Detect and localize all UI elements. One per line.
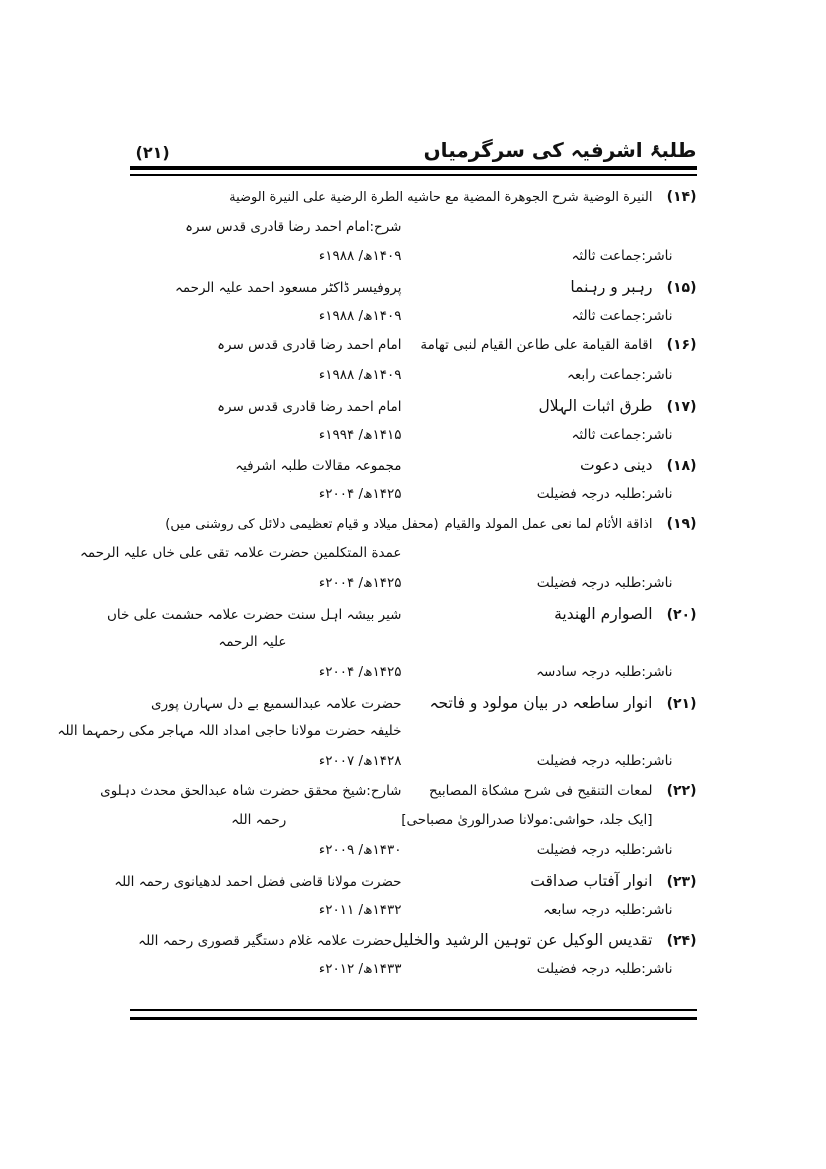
page-number: (۲۱) — [135, 143, 170, 162]
entry-number: (۱۷) — [666, 398, 697, 415]
entry-title: رہبر و رہنما — [570, 278, 653, 297]
entry-number: (۲۳) — [666, 873, 697, 890]
entry-author: حضرت مولانا قاضی فضل احمد لدھیانوی رحمہ اللہ — [114, 873, 402, 890]
entry-title: دینی دعوت — [580, 456, 653, 475]
entry-publisher-row — [130, 486, 697, 516]
entry-author: حضرت علامہ غلام دستگیر قصوری رحمہ اللہ — [138, 933, 393, 950]
entry-14 — [130, 189, 697, 278]
entry-author-line2: رحمہ اللہ — [231, 812, 287, 829]
entry-year: ۱۴۰۹ھ/ ۱۹۸۸ء — [318, 307, 402, 324]
entry-title-line2: [ایک جلد، حواشی:مولانا صدرالوریٰ مصباحی] — [401, 812, 653, 829]
entry-title-row — [106, 604, 697, 635]
entry-18 — [130, 456, 697, 515]
entry-publisher: ناشر:جماعت رابعہ — [567, 367, 673, 384]
entry-year: ۱۴۱۵ھ/ ۱۹۹۴ء — [318, 426, 402, 443]
entry-subtitle-row — [130, 812, 697, 842]
entry-title: اقامة القيامة على طاعن القيام لنبی تهامة — [420, 337, 653, 354]
entry-24 — [130, 931, 697, 990]
entry-author: شرح:امام احمد رضا قادری قدس سرہ — [185, 218, 402, 235]
entry-title: انوار آفتاب صداقت — [530, 871, 653, 890]
entry-title-row — [130, 694, 697, 724]
entry-21 — [57, 693, 697, 783]
entry-publisher: ناشر:جماعت ثالثہ — [571, 426, 673, 443]
entry-publisher: ناشر:طلبہ درجہ فضیلت — [536, 485, 673, 502]
entry-title: لمعات التنقیح فی شرح مشكاة المصابیح — [429, 782, 653, 799]
entry-title-row — [114, 871, 697, 902]
entry-number: (۲۰) — [666, 606, 697, 623]
entry-publisher: ناشر:جماعت ثالثہ — [571, 248, 673, 265]
entry-number: (۱۸) — [666, 458, 697, 475]
entry-author: امام احمد رضا قادری قدس سرہ — [217, 398, 402, 415]
entry-number: (۱۵) — [666, 280, 697, 297]
entry-publisher-row — [130, 308, 697, 338]
entry-number: (۱۴) — [666, 189, 697, 205]
entry-publisher-row — [130, 367, 697, 397]
entry-author-line2: خلیفہ حضرت مولانا حاجی امداد اللہ مہاجر مکی رحمہما اللہ — [57, 723, 402, 740]
entry-author: عمدة المتکلمین حضرت علامہ تقی علی خاں علیہ الرحمہ — [79, 545, 402, 562]
entry-title-row — [130, 516, 697, 546]
entry-publisher-row — [130, 753, 697, 783]
page-title: طلبۂ اشرفیہ کی سرگرمیاں — [423, 138, 697, 162]
entry-publisher-row — [130, 902, 697, 932]
entry-number: (۲۴) — [666, 933, 697, 950]
entry-15 — [130, 278, 697, 337]
entry-number: (۱۶) — [666, 337, 697, 354]
entry-author: شارح:شیخ محقق حضرت شاہ عبدالحق محدث دہلوی — [100, 782, 402, 799]
header-rule — [130, 166, 697, 176]
entry-22 — [100, 782, 697, 872]
entry-year: ۱۴۲۵ھ/ ۲۰۰۴ء — [318, 664, 402, 680]
entry-year: ۱۴۰۹ھ/ ۱۹۸۸ء — [318, 367, 402, 384]
entry-number: (۱۹) — [666, 515, 697, 532]
entry-title-row — [130, 337, 697, 367]
entry-publisher: ناشر:طلبہ درجہ فضیلت — [536, 574, 673, 591]
entry-year: ۱۴۳۲ھ/ ۲۰۱۱ء — [318, 901, 402, 918]
entry-publisher-row — [130, 427, 697, 457]
entry-title-row — [130, 189, 697, 219]
page-header — [130, 122, 697, 162]
entry-publisher-row — [130, 664, 697, 694]
entry-publisher: ناشر:طلبہ درجہ فضیلت — [536, 842, 673, 859]
entry-publisher: ناشر:جماعت ثالثہ — [571, 307, 673, 324]
entry-title-row — [130, 278, 697, 308]
publication-list — [57, 176, 697, 991]
entry-year: ۱۴۳۳ھ/ ۲۰۱۲ء — [318, 960, 402, 977]
entry-author: پروفیسر ڈاکٹر مسعود احمد علیہ الرحمہ — [174, 280, 402, 297]
footer-rule — [130, 1009, 697, 1020]
entry-20 — [106, 604, 697, 694]
entry-23 — [114, 871, 697, 931]
entry-author: امام احمد رضا قادری قدس سرہ — [217, 337, 402, 354]
entry-title: النيرة الوضية شرح الجوهرة المضية مع حاشيه الطرة الرضية على النيرة الوضية — [229, 190, 653, 205]
entry-publisher-row — [130, 575, 697, 605]
entry-title-note: (محفل میلاد و قیام تعظیمی دلائل کی روشنی میں) — [165, 516, 439, 532]
entry-author-row — [79, 545, 697, 575]
entry-16 — [130, 337, 697, 396]
entry-publisher-row — [130, 961, 697, 991]
entry-publisher: ناشر:طلبہ درجہ فضیلت — [536, 960, 673, 977]
entry-author-line2: علیہ الرحمہ — [218, 634, 287, 651]
entry-year: ۱۴۰۹ھ/ ۱۹۸۸ء — [318, 248, 402, 265]
entry-author: حضرت علامہ عبدالسمیع بے دل سہارن پوری — [151, 695, 402, 712]
entry-title: طرق اثبات الہلال — [538, 396, 653, 415]
entry-year: ۱۴۳۰ھ/ ۲۰۰۹ء — [318, 842, 402, 859]
entry-publisher-row — [130, 842, 697, 872]
entry-author: شیر بیشہ اہل سنت حضرت علامہ حشمت علی خاں — [106, 606, 402, 623]
entry-number: (۲۲) — [666, 782, 697, 799]
entry-19 — [79, 515, 697, 605]
entry-number: (۲۱) — [666, 695, 697, 712]
entry-author-row — [130, 219, 697, 249]
entry-title-row — [130, 456, 697, 486]
entry-17 — [130, 397, 697, 456]
entry-author-row — [57, 723, 697, 753]
entry-title-row — [130, 931, 697, 961]
entry-title: تقدیس الوکیل عن توہین الرشید والخلیل — [392, 931, 653, 950]
entry-year: ۱۴۲۸ھ/ ۲۰۰۷ء — [318, 753, 402, 770]
entry-author-row — [130, 634, 697, 664]
entry-title: اذاقة الأثام لما نعی عمل المولد والقيام — [444, 516, 653, 532]
entry-author: مجموعہ مقالات طلبہ اشرفیہ — [235, 458, 402, 475]
entry-publisher: ناشر:طلبہ درجہ سابعہ — [543, 901, 673, 918]
entry-title-row — [130, 397, 697, 427]
entry-title-row — [100, 782, 697, 813]
entry-year: ۱۴۲۵ھ/ ۲۰۰۴ء — [318, 485, 402, 502]
entry-publisher-row — [130, 248, 697, 278]
entry-title: الصوارم الهندية — [554, 604, 653, 623]
entry-title: انوار ساطعہ در بیان مولود و فاتحہ — [429, 693, 653, 712]
entry-publisher: ناشر:طلبہ درجہ سادسہ — [536, 664, 673, 680]
entry-publisher: ناشر:طلبہ درجہ فضیلت — [536, 753, 673, 770]
entry-year: ۱۴۲۵ھ/ ۲۰۰۴ء — [318, 574, 402, 591]
